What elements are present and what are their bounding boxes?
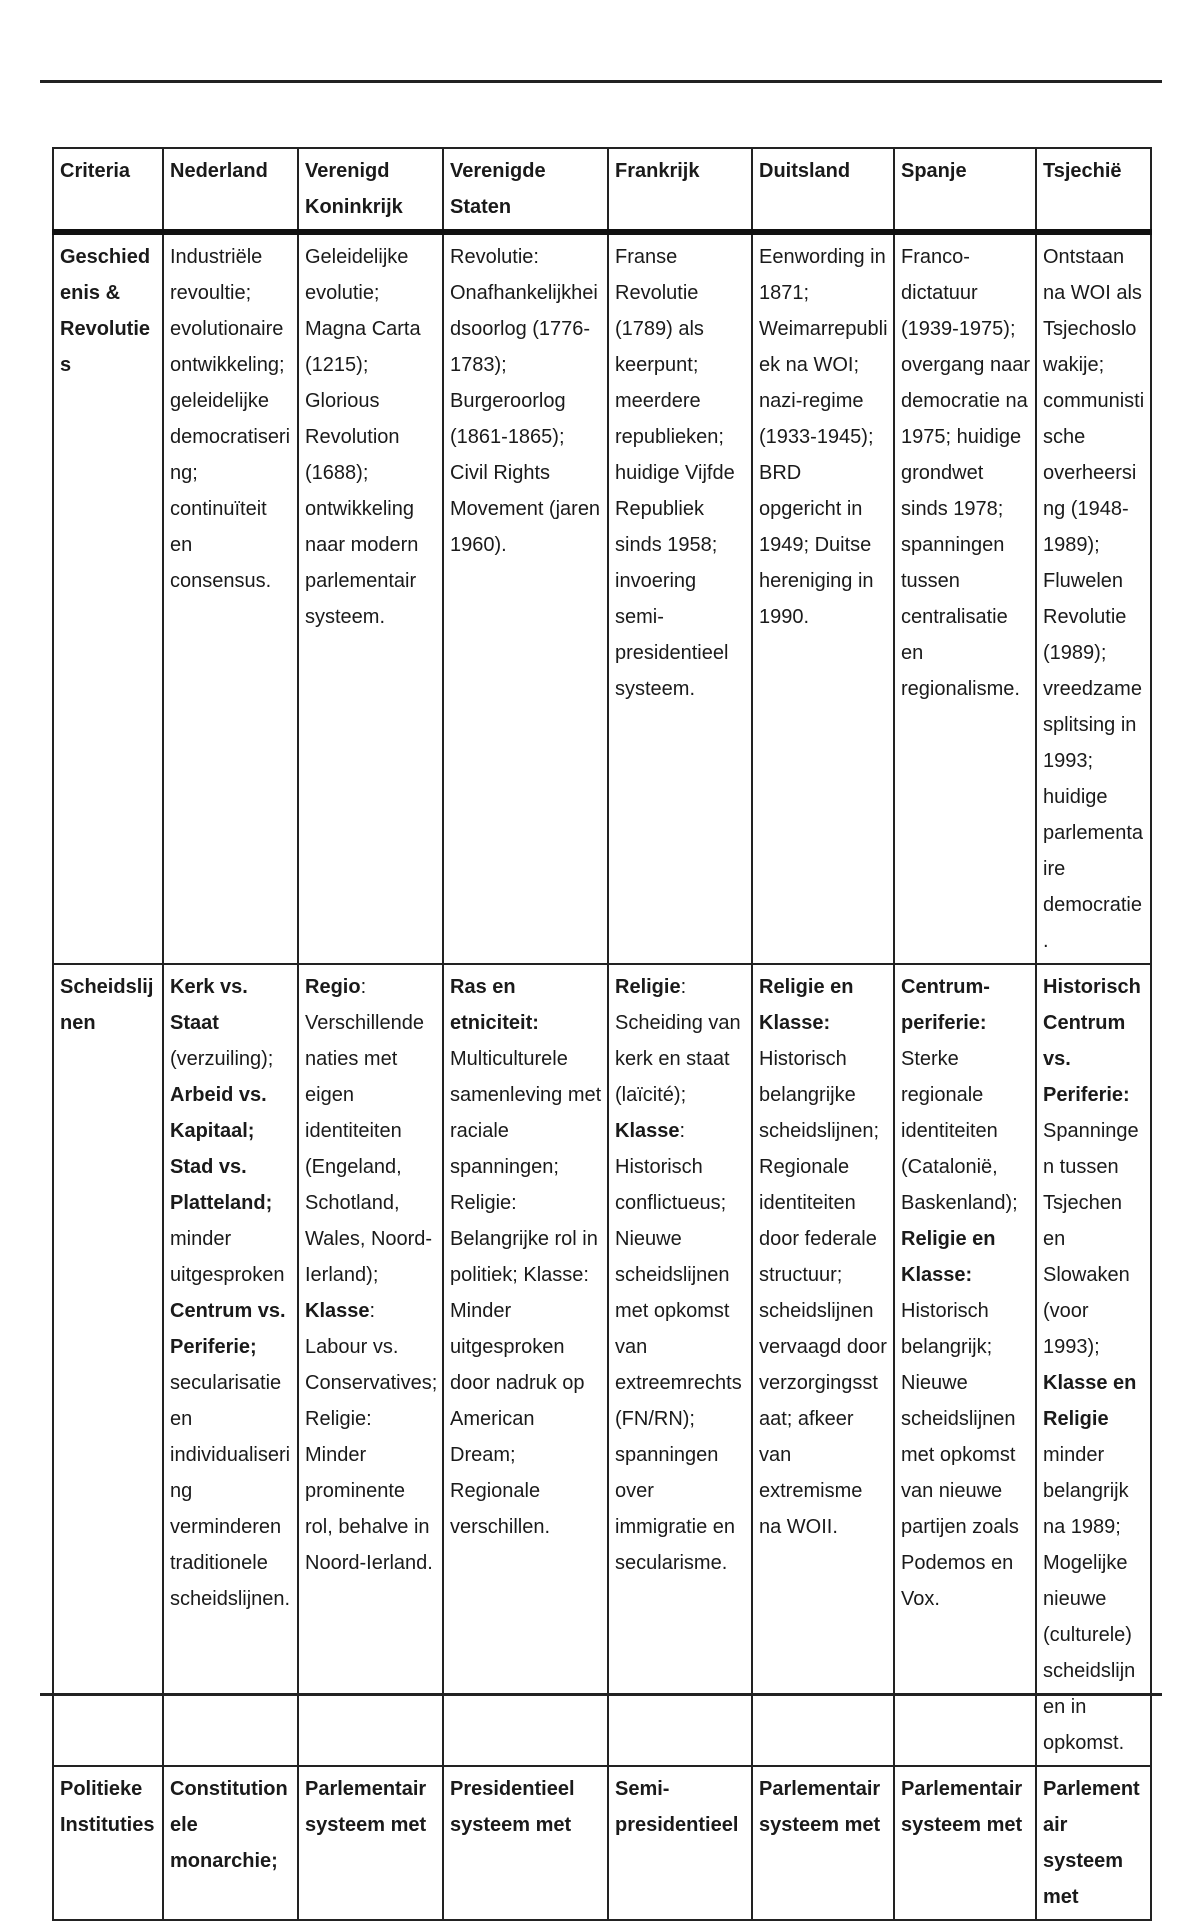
cell-text: Geleidelijke evolutie; Magna Carta (1215); Glorious Revolution (1688); ontwikkeling naar modern parlementair systeem. [305,246,421,628]
cell-text: Historisch belangrijk; Nieuwe scheidslijnen met opkomst van nieuwe partijen zoals Podemos en Vox. [901,1300,1019,1610]
cell-text-bold: Constitutionele monarchie; [170,1778,288,1872]
cell-text-bold: Historisch Centrum vs. Periferie: [1043,976,1141,1106]
cell-text-bold: Parlementair systeem met [305,1778,427,1836]
table-cell [608,964,752,1766]
table-row [53,232,1151,964]
header-spanje: Spanje [894,148,1036,232]
table-cell [752,232,894,964]
cell-text: (verzuiling); [170,1048,274,1070]
table-cell [163,232,298,964]
table-cell [443,1766,608,1920]
cell-text: Revolutie: Onafhankelijkheidsoorlog (1776-1783); Burgeroorlog (1861-1865); Civil Rights Movement (jaren 1960). [450,246,601,556]
table-cell [298,232,443,964]
table-cell [894,964,1036,1766]
table-cell [608,1766,752,1920]
table-cell [894,232,1036,964]
table-cell [1036,964,1151,1766]
cell-text: Multiculturele samenleving met raciale spanningen; Religie: Belangrijke rol in politiek; Klasse: Minder uitgesproken door nadruk op American Dream; Regionale verschillen. [450,1048,602,1538]
cell-text-bold: Semi-presidentieel [615,1778,739,1836]
cell-text-bold: Religie [615,976,681,998]
header-tsjechie: Tsjechië [1036,148,1151,232]
header-duitsland: Duitsland [752,148,894,232]
criterion-cell: Politieke Instituties [53,1766,163,1920]
table-cell [163,964,298,1766]
cell-text: minder uitgesproken [170,1228,285,1286]
table-cell [298,964,443,1766]
cell-text: Franse Revolutie (1789) als keerpunt; meerdere republieken; huidige Vijfde Republiek sinds 1958; invoering semi-presidentieel systeem. [615,246,735,700]
cell-text-bold: Kerk vs. Staat [170,976,248,1034]
table-cell [298,1766,443,1920]
cell-text-bold: Parlementair systeem met [759,1778,881,1836]
criterion-cell: Scheidslijnen [53,964,163,1766]
cell-text: : Verschillende naties met eigen identiteiten (Engeland, Schotland, Wales, Noord-Ierland); [305,976,433,1286]
cell-text-bold: Parlementair systeem met [901,1778,1023,1836]
table-cell [608,232,752,964]
cell-text: Eenwording in 1871; Weimarrepubliek na WOI; nazi-regime (1933-1945); BRD opgericht in 1949; Duitse hereniging in 1990. [759,246,888,628]
cell-text-bold: Klasse [305,1300,370,1322]
table-cell [1036,1766,1151,1920]
table-row [53,1766,1151,1920]
header-nederland: Nederland [163,148,298,232]
cell-text-bold: Arbeid vs. Kapitaal; Stad vs. Platteland; [170,1084,273,1214]
top-rule [40,80,1162,83]
cell-text-bold: Religie en Klasse: [901,1228,996,1286]
header-verenigd-koninkrijk: Verenigd Koninkrijk [298,148,443,232]
cell-text: Franco-dictatuur (1939-1975); overgang naar democratie na 1975; huidige grondwet sinds 1978; spanningen tussen centralisatie en regionalisme. [901,246,1030,700]
cell-text: minder belangrijk na 1989; Mogelijke nieuwe (culturele) scheidslijnen in opkomst. [1043,1444,1136,1754]
cell-text-bold: Parlementair systeem met [1043,1778,1140,1908]
cell-text: : Scheiding van kerk en staat (laïcité); [615,976,741,1106]
cell-text-bold: Religie en Klasse: [759,976,854,1034]
cell-text: Spanningen tussen Tsjechen en Slowaken (voor 1993); [1043,1120,1139,1358]
cell-text: Sterke regionale identiteiten (Catalonië, Baskenland); [901,1048,1018,1214]
cell-text-bold: Presidentieel systeem met [450,1778,575,1836]
table-row [53,964,1151,1766]
table-cell [443,232,608,964]
bottom-rule [40,1693,1162,1696]
table-cell [1036,232,1151,964]
cell-text-bold: Centrum vs. Periferie; [170,1300,286,1358]
cell-text-bold: Ras en etniciteit: [450,976,539,1034]
cell-text: Historisch belangrijke scheidslijnen; Regionale identiteiten door federale structuur; scheidslijnen vervaagd door verzorgingsstaat; afkeer van extremisme na WOII. [759,1048,887,1538]
criterion-cell: Geschiedenis & Revoluties [53,232,163,964]
header-frankrijk: Frankrijk [608,148,752,232]
table-cell [443,964,608,1766]
comparison-table [52,147,1152,1921]
cell-text: Ontstaan na WOI als Tsjechoslowakije; communistische overheersing (1948-1989); Fluwelen Revolutie (1989); vreedzame splitsing in 1993; huidige parlementaire democratie. [1043,246,1145,952]
cell-text-bold: Klasse [615,1120,680,1142]
cell-text-bold: Centrum-periferie: [901,976,990,1034]
header-row [53,148,1151,232]
header-criteria: Criteria [53,148,163,232]
header-verenigde-staten: Verenigde Staten [443,148,608,232]
table-cell [894,1766,1036,1920]
cell-text: : Historisch conflictueus; Nieuwe scheidslijnen met opkomst van extreemrechts (FN/RN); spanningen over immigratie en secularisme. [615,1120,742,1574]
cell-text-bold: Regio [305,976,361,998]
table-cell [163,1766,298,1920]
cell-text: secularisatie en individualisering verminderen traditionele scheidslijnen. [170,1372,291,1610]
cell-text: : Labour vs. Conservatives; Religie: Minder prominente rol, behalve in Noord-Ierland. [305,1300,438,1574]
table-cell [752,964,894,1766]
cell-text-bold: Klasse en Religie [1043,1372,1137,1430]
table-cell [752,1766,894,1920]
cell-text: Industriële revoultie; evolutionaire ontwikkeling; geleidelijke democratisering; continuïteit en consensus. [170,246,291,592]
